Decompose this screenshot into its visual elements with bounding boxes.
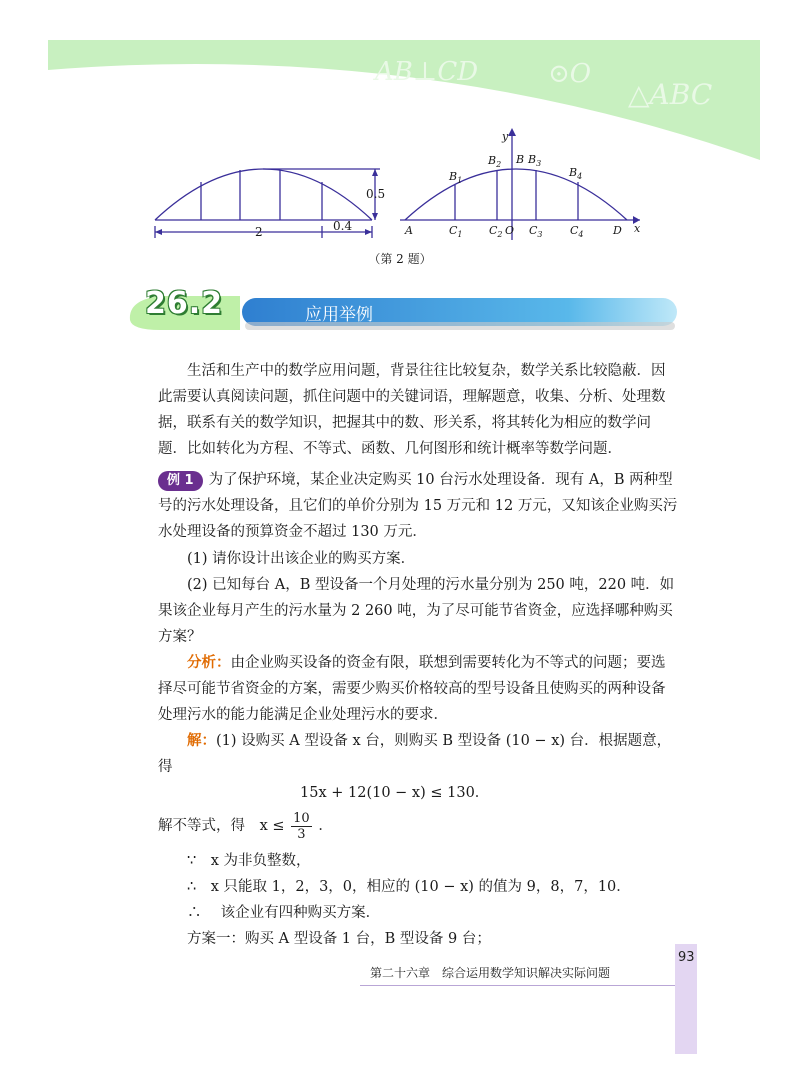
chapter-footer: 第二十六章 综合运用数学知识解决实际问题: [370, 966, 611, 980]
example-text: 为了保护环境，某企业决定购买 10 台污水处理设备．现有 A，B 两种型号的污水处理设备，且它们的单价分别为 15 万元和 12 万元，又知该企业购买污水处理设备的预算资金不超过 130 万元．: [158, 472, 678, 540]
example-question-1: (1) 请你设计出该企业的购买方案．: [187, 551, 416, 567]
fig-point-o: O: [505, 224, 515, 237]
fig-axis-x: x: [634, 222, 641, 235]
banner-symbol-circle: ⊙O: [548, 59, 592, 89]
fig-small-label: 0.4: [333, 219, 353, 233]
solve-suffix: ．: [318, 818, 333, 834]
fig-point-b1: $B_1$: [449, 170, 463, 185]
therefore-line-2: ∴ 该企业有四种购买方案．: [187, 905, 381, 921]
solution-paragraph: [158, 728, 678, 780]
section-title: 应用举例: [305, 305, 373, 325]
analysis-label: 分析：: [187, 655, 231, 671]
therefore-line-1: ∴ x 只能取 1，2，3，0，相应的 (10 − x) 的值为 9，8，7，10．: [187, 879, 631, 895]
example-tag: 例 1: [158, 471, 203, 491]
solve-fraction: [291, 811, 312, 842]
solution-label: 解：: [187, 733, 216, 749]
solve-prefix: 解不等式，得: [158, 818, 245, 834]
frac-numerator: 10: [293, 810, 310, 826]
banner-symbol-triangle: △ABC: [628, 78, 713, 111]
fig-point-b3: $B_3$: [528, 153, 542, 168]
page-number: 93: [678, 950, 695, 965]
example-question-2: (2) 已知每台 A，B 型设备一个月处理的污水量分别为 250 吨，220 吨．如果该企业每月产生的污水量为 2 260 吨，为了尽可能节省资金，应选择哪种购买方案？: [158, 577, 675, 645]
section-number: 26.2: [145, 286, 224, 321]
analysis-text: 由企业购买设备的资金有限，联想到需要转化为不等式的问题；要选择尽可能节省资金的方案，需要少购买价格较高的型号设备且使购买的两种设备处理污水的能力能满足企业处理污水的要求．: [158, 655, 666, 723]
fig-width-label: 2: [255, 225, 263, 239]
solve-line: [158, 806, 678, 846]
fig-point-c2: $C_2$: [489, 224, 503, 239]
because-line: ∵ x 为非负整数，: [187, 853, 311, 869]
fig-axis-y: y: [502, 130, 509, 143]
figure-caption: （第 2 题）: [368, 252, 432, 266]
fig-point-b2: $B_2$: [488, 154, 502, 169]
example-paragraph: [158, 467, 678, 545]
fig-point-b: B: [516, 153, 525, 166]
fig-point-d: D: [613, 224, 622, 237]
frac-denominator: 3: [297, 826, 306, 842]
problem-figure: [140, 120, 660, 270]
fig-point-c1: $C_1$: [449, 224, 463, 239]
banner-symbol-perp: AB⊥CD: [375, 57, 479, 87]
fig-point-a: A: [405, 224, 413, 237]
solve-var: x ≤: [259, 818, 285, 834]
fig-height-label: 0.5: [366, 187, 386, 201]
plan-1-line: 方案一：购买 A 型设备 1 台，B 型设备 9 台；: [187, 931, 491, 947]
solution-line-1: (1) 设购买 A 型设备 x 台，则购买 B 型设备 (10 − x) 台．根据题意，得: [158, 733, 672, 775]
fig-point-c3: $C_3$: [529, 224, 543, 239]
fig-point-c4: $C_4$: [570, 224, 584, 239]
analysis-paragraph: [158, 650, 678, 728]
footer-rule: [360, 985, 675, 986]
inequality-formula: 15x + 12(10 − x) ≤ 130．: [300, 785, 490, 801]
fig-point-b4: $B_4$: [569, 166, 583, 181]
intro-paragraph: 生活和生产中的数学应用问题，背景往往比较复杂，数学关系比较隐蔽．因此需要认真阅读问题，抓住问题中的关键词语，理解题意，收集、分析、处理数据，联系有关的数学知识，把握其中的数、形关系，将其转化为相应的数学问题．比如转化为方程、不等式、函数、几何图形和统计概率等数学问题．: [158, 363, 666, 457]
